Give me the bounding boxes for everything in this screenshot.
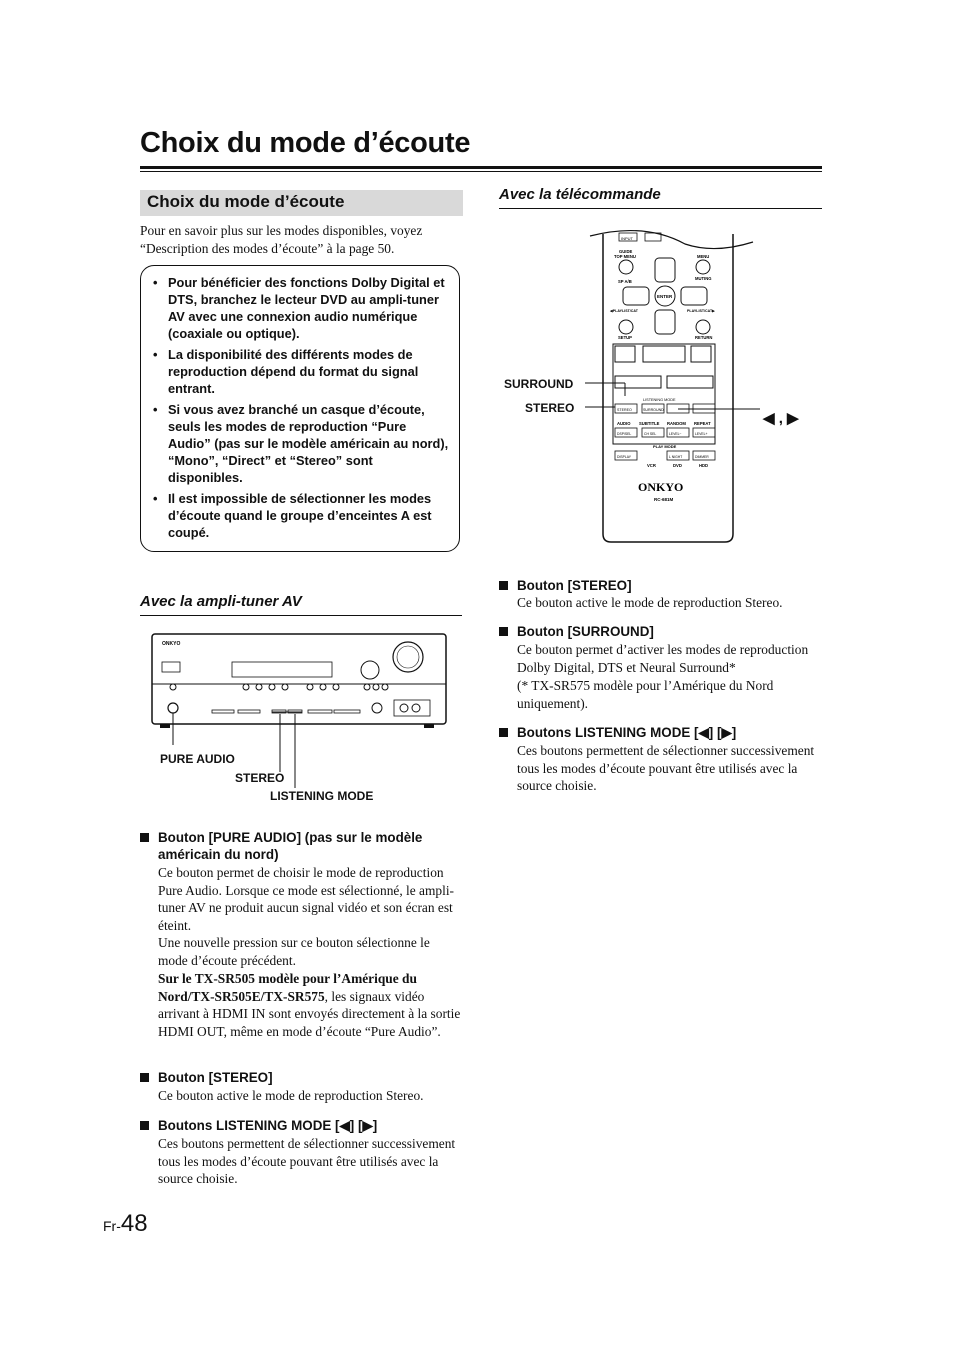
title-rule [140, 166, 822, 169]
remote-brand: ONKYO [638, 480, 684, 494]
svg-text:GUIDE: GUIDE [619, 249, 633, 254]
svg-text:AUDIO: AUDIO [617, 421, 631, 426]
svg-text:ENTER: ENTER [657, 294, 673, 299]
bullet-square [140, 1121, 149, 1130]
note-item: • La disponibilité des différents modes de reproduction dépend du format du signal entrant. [153, 346, 449, 397]
item-body: Ces boutons permettent de sélectionner successivement tous les modes d’écoute pouvant être utilisés avec la source choisie. [517, 743, 815, 793]
item-heading [140, 829, 462, 863]
item-title: Bouton [SURROUND] [517, 624, 654, 639]
item-heading [499, 577, 632, 594]
item-body: Ce bouton active le mode de reproduction Stereo. [517, 595, 783, 610]
remote-model: RC-681M [654, 497, 674, 502]
section-header [140, 190, 463, 216]
callout-pure-audio: PURE AUDIO [160, 752, 235, 766]
callout-arrows: ◀ , ▶ [763, 410, 799, 427]
svg-text:SURROUND: SURROUND [643, 408, 664, 412]
remote-illustration [585, 226, 760, 551]
item-title: Bouton [PURE AUDIO] (pas sur le modèle américain du nord) [158, 830, 423, 862]
bullet-square [499, 581, 508, 590]
svg-text:DIMMER: DIMMER [695, 455, 709, 459]
callout-listening-mode: LISTENING MODE [270, 789, 374, 803]
svg-text:PLAYLIST/CAT▶: PLAYLIST/CAT▶ [687, 309, 715, 313]
title-rule-thin [140, 171, 822, 172]
amp-brand: ONKYO [162, 641, 181, 647]
svg-text:REPEAT: REPEAT [694, 421, 711, 426]
note-box [140, 265, 460, 552]
intro-text: Pour en savoir plus sur les modes disponibles, voyez “Description des modes d’écoute” à la page 50. [140, 223, 423, 256]
svg-text:TOP MENU: TOP MENU [614, 254, 636, 259]
item-title: Bouton [STEREO] [517, 578, 632, 593]
note-item: • Si vous avez branché un casque d’écoute, seuls les modes de reproduction “Pure Audio” (pas sur le modèle américain au nord), “Mono”, “Direct” et “Stereo” sont disponibles. [153, 401, 449, 486]
item-body: Ces boutons permettent de sélectionner successivement tous les modes d’écoute pouvant être utilisés avec la source choisie. [158, 1136, 456, 1186]
item-heading [499, 724, 736, 741]
svg-text:LISTENING MODE: LISTENING MODE [643, 398, 676, 402]
item-body: Ce bouton active le mode de reproduction Stereo. [158, 1088, 424, 1103]
svg-text:STEREO: STEREO [617, 408, 632, 412]
remote-heading-rule [499, 208, 822, 209]
svg-text:RETURN: RETURN [695, 335, 713, 340]
svg-text:DVD: DVD [673, 463, 682, 468]
svg-text:SETUP: SETUP [618, 335, 632, 340]
item-title: Boutons LISTENING MODE [◀] [▶] [517, 725, 737, 740]
svg-text:VCR: VCR [647, 463, 656, 468]
svg-text:SP A/B: SP A/B [618, 279, 632, 284]
bullet-square [140, 1073, 149, 1082]
svg-text:◀PLAYLIST/CAT: ◀PLAYLIST/CAT [610, 309, 638, 313]
callout-stereo-remote: STEREO [525, 401, 575, 415]
svg-text:DISPLAY: DISPLAY [617, 455, 632, 459]
svg-text:RANDOM: RANDOM [667, 421, 686, 426]
item-body: Une nouvelle pression sur ce bouton sélectionne le mode d’écoute précédent. [158, 935, 430, 968]
item-body: Ce bouton permet d’activer les modes de reproduction Dolby Digital, DTS et Neural Surround* [517, 642, 809, 675]
page-number: Fr-48 [103, 1210, 148, 1237]
callout-stereo: STEREO [235, 771, 285, 785]
svg-text:CH SEL: CH SEL [644, 432, 657, 436]
svg-text:SUBTITLE: SUBTITLE [639, 421, 660, 426]
bullet-square [140, 833, 149, 842]
page-title: Choix du mode d’écoute [140, 127, 471, 159]
note-item: • Il est impossible de sélectionner les modes d’écoute quand le groupe d’enceintes A est coupé. [153, 490, 449, 541]
remote-heading: Avec la télécommande [499, 186, 661, 203]
section-title: Choix du mode d’écoute [147, 192, 345, 211]
item-body: Ce bouton permet de choisir le mode de reproduction Pure Audio. Lorsque ce mode est sélectionné, le ampli-tuner AV ne produit aucun signal vidéo et son écran est éteint. [158, 865, 454, 933]
callout-surround: SURROUND [504, 377, 574, 391]
item-heading [499, 623, 654, 640]
svg-text:LEVEL−: LEVEL− [669, 432, 682, 436]
svg-text:HDD: HDD [699, 463, 709, 468]
svg-text:INPUT: INPUT [621, 236, 633, 241]
amp-heading-rule [140, 615, 462, 616]
item-body: (* TX-SR575 modèle pour l’Amérique du Nord uniquement). [517, 678, 774, 711]
av-receiver-illustration [150, 632, 450, 802]
item-heading [140, 1117, 377, 1134]
item-title: Boutons LISTENING MODE [◀] [▶] [158, 1118, 378, 1133]
item-heading [140, 1069, 273, 1086]
item-body: Sur le TX-SR505 modèle pour l’Amérique du Nord/TX-SR505E/TX-SR575, les signaux vidéo arrivant à HDMI IN sont envoyés directement à la sortie HDMI OUT, même en mode d’écoute “Pure Audio”. [158, 971, 461, 1039]
svg-text:PLAY MODE: PLAY MODE [653, 444, 677, 449]
svg-text:LEVEL+: LEVEL+ [695, 432, 708, 436]
svg-text:MUTING: MUTING [695, 276, 712, 281]
bullet-square [499, 627, 508, 636]
item-title: Bouton [STEREO] [158, 1070, 273, 1085]
amp-heading: Avec la ampli-tuner AV [140, 593, 302, 610]
note-item: • Pour bénéficier des fonctions Dolby Digital et DTS, branchez le lecteur DVD au ampli-tuner AV avec une connexion audio numérique (coaxiale ou optique). [153, 274, 449, 342]
svg-text:L NIGHT: L NIGHT [669, 455, 683, 459]
svg-text:DSP/SEL: DSP/SEL [617, 432, 632, 436]
bullet-square [499, 728, 508, 737]
svg-text:MENU: MENU [697, 254, 710, 259]
